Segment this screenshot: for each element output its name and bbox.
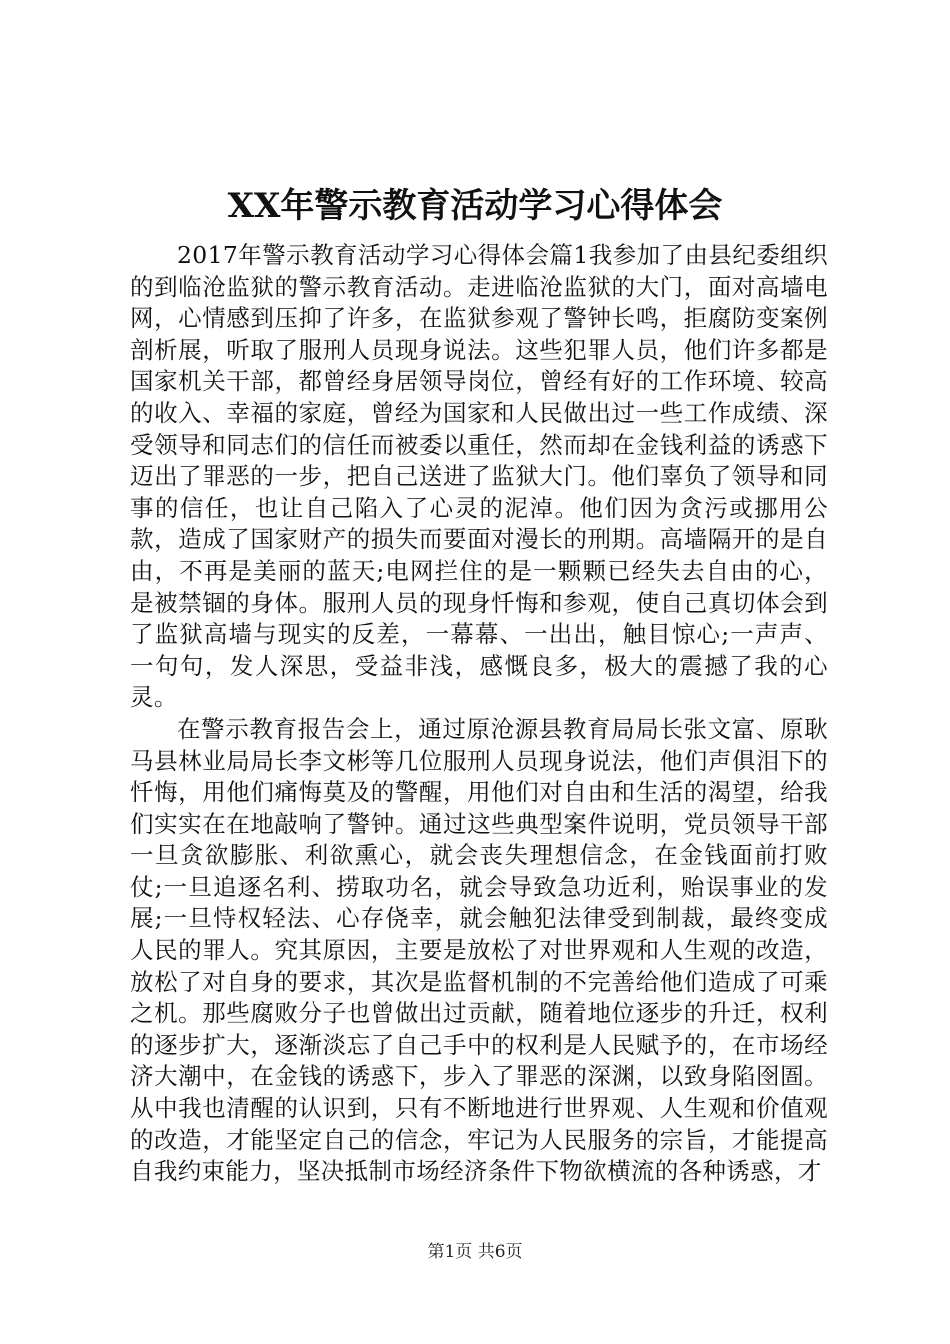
page-number-footer: 第1页 共6页 [427, 1242, 523, 1262]
document-title: XX年警示教育活动学习心得体会 [227, 186, 723, 226]
paragraph-1: 2017年警示教育活动学习心得体会篇1我参加了由县纪委组织的到临沧监狱的警示教育活动。走进临沧监狱的大门，面对高墙电网，心情感到压抑了许多，在监狱参观了警钟长鸣，拒腐防变案例剖析展，听取了服刑人员现身说法。这些犯罪人员，他们许多都是国家机关干部，都曾经身居领导岗位，曾经有好的工作环境、较高的收入、幸福的家庭，曾经为国家和人民做出过一些工作成绩、深受领导和同志们的信任而被委以重任，然而却在金钱利益的诱惑下迈出了罪恶的一步，把自己送进了监狱大门。他们辜负了领导和同事的信任，也让自己陷入了心灵的泥淖。他们因为贪污或挪用公款，造成了国家财产的损失而要面对漫长的刑期。高墙隔开的是自由，不再是美丽的蓝天;电网拦住的是一颗颗已经失去自由的心，是被禁锢的身体。服刑人员的现身忏悔和参观，使自己真切体会到了监狱高墙与现实的反差，一幕幕、一出出，触目惊心;一声声、一句句，发人深思，受益非浅，感慨良多，极大的震撼了我的心灵。 [130, 241, 828, 712]
document-body [130, 240, 828, 1188]
paragraph-2: 在警示教育报告会上，通过原沧源县教育局局长张文富、原耿马县林业局局长李文彬等几位服刑人员现身说法，他们声俱泪下的忏悔，用他们痛悔莫及的警醒，用他们对自由和生活的渴望，给我们实实在在地敲响了警钟。通过这些典型案件说明，党员领导干部一旦贪欲膨胀、利欲熏心，就会丧失理想信念，在金钱面前打败仗;一旦追逐名利、捞取功名，就会导致急功近利，贻误事业的发展;一旦恃权轻法、心存侥幸，就会触犯法律受到制裁，最终变成人民的罪人。究其原因，主要是放松了对世界观和人生观的改造，放松了对自身的要求，其次是监督机制的不完善给他们造成了可乘之机。那些腐败分子也曾做出过贡献，随着地位逐步的升迁，权利的逐步扩大，逐渐淡忘了自己手中的权利是人民赋予的，在市场经济大潮中，在金钱的诱惑下，步入了罪恶的深渊，以致身陷囹圄。从中我也清醒的认识到，只有不断地进行世界观、人生观和价值观的改造，才能坚定自己的信念，牢记为人民服务的宗旨，才能提高自我约束能力，坚决抵制市场经济条件下物欲横流的各种诱惑，才 [130, 714, 828, 1186]
